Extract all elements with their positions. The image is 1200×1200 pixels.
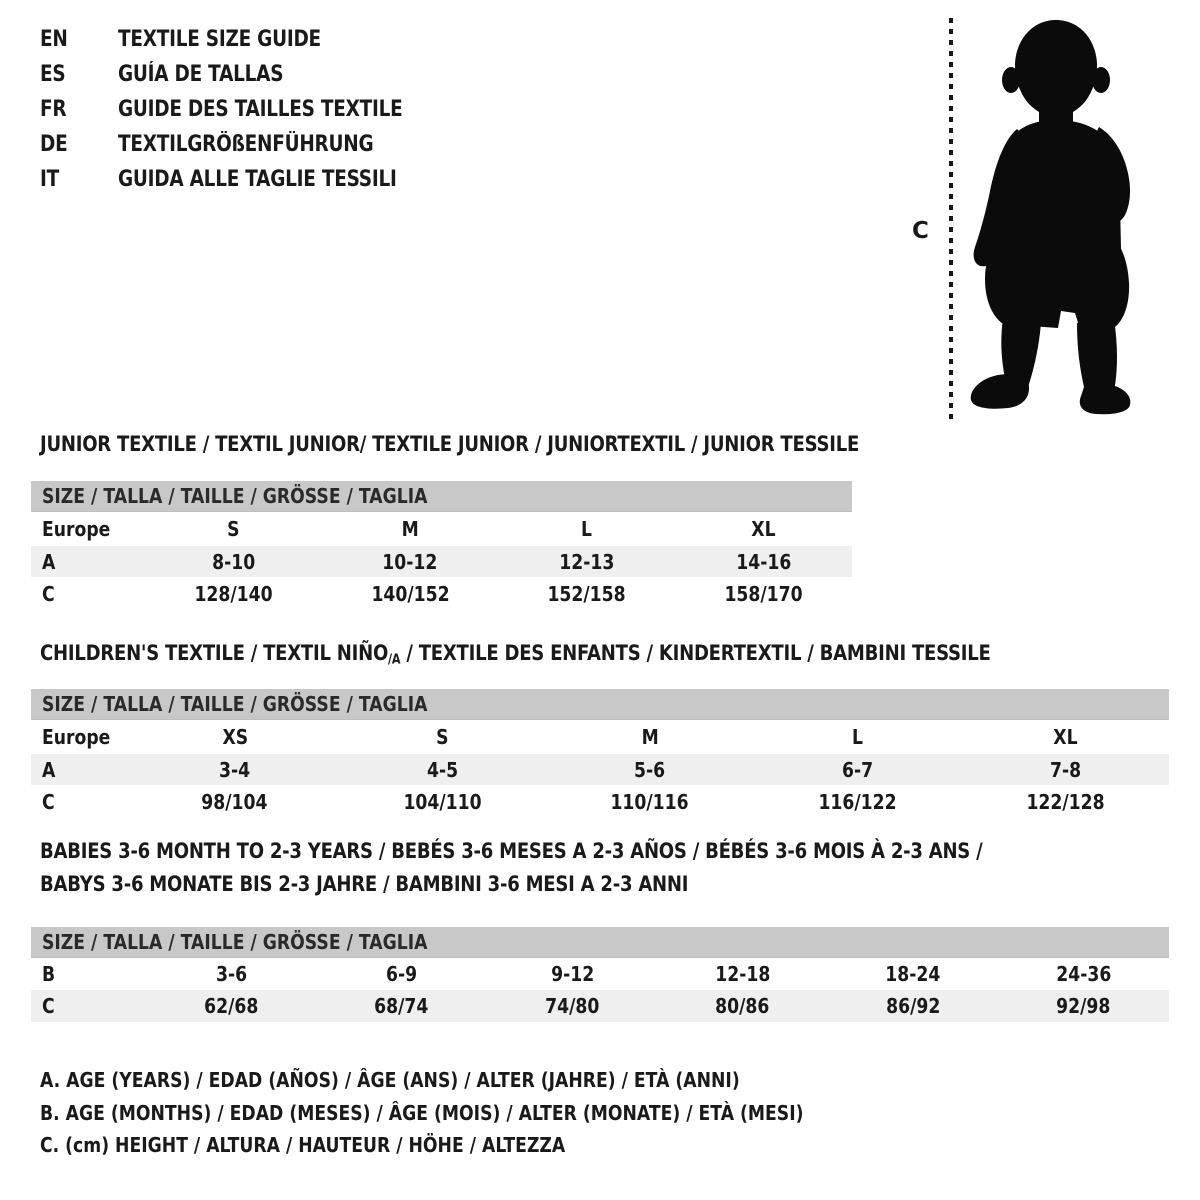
row-label-c: C	[42, 994, 55, 1018]
size-col-header: XS	[221, 725, 248, 749]
size-header-text: SIZE / TALLA / TAILLE / GRÖSSE / TAGLIA	[42, 930, 428, 954]
table-cell: 14-16	[736, 549, 792, 574]
table-cell: 110/116	[610, 789, 690, 814]
size-col-header: L	[852, 725, 864, 749]
table-cell: 3-6	[215, 962, 247, 986]
size-col-header: M	[641, 725, 659, 749]
children-heading-sub: /A	[388, 652, 401, 668]
table-row-height	[31, 990, 1169, 1022]
row-label-c: C	[42, 789, 55, 814]
size-col-header: XL	[751, 517, 776, 541]
guide-title-it: GUIDA ALLE TAGLIE TESSILI	[118, 167, 397, 192]
row-label-a: A	[42, 757, 56, 782]
table-cell: 4-5	[426, 757, 458, 782]
babies-heading-line2: BABYS 3-6 MONATE BIS 2-3 JAHRE / BAMBINI 3-6 MESI A 2-3 ANNI	[40, 872, 689, 897]
size-header-bar	[31, 927, 1169, 958]
row-label-europe: Europe	[42, 517, 111, 541]
children-size-table	[31, 689, 1169, 818]
size-header-bar	[31, 689, 1169, 720]
size-header-text: SIZE / TALLA / TAILLE / GRÖSSE / TAGLIA	[42, 484, 428, 508]
babies-size-table	[31, 927, 1169, 1022]
row-label-europe: Europe	[42, 725, 111, 749]
table-cell: 98/104	[201, 789, 268, 814]
language-row-it	[40, 162, 457, 197]
table-row-height	[31, 785, 1169, 818]
legend-line-a: A. AGE (YEARS) / EDAD (AÑOS) / ÂGE (ANS) / ALTER (JAHRE) / ETÀ (ANNI)	[40, 1068, 740, 1092]
table-cell: 6-7	[842, 757, 874, 782]
table-cell: 80/86	[715, 994, 770, 1018]
size-col-header: XL	[1053, 725, 1078, 749]
babies-heading-line1: BABIES 3-6 MONTH TO 2-3 YEARS / BEBÉS 3-6 MESES A 2-3 AÑOS / BÉBÉS 3-6 MOIS À 2-3 ANS /	[40, 839, 983, 864]
language-row-en	[40, 22, 457, 57]
table-cell: 18-24	[885, 962, 941, 986]
table-cell: 158/170	[724, 581, 803, 606]
size-col-header: S	[227, 517, 240, 541]
table-row-months	[31, 958, 1169, 990]
size-header-text: SIZE / TALLA / TAILLE / GRÖSSE / TAGLIA	[42, 692, 428, 716]
table-cell: 5-6	[634, 757, 666, 782]
children-section-heading	[40, 641, 1172, 667]
legend-line-b: B. AGE (MONTHS) / EDAD (MESES) / ÂGE (MOIS) / ALTER (MONATE) / ETÀ (MESI)	[40, 1100, 804, 1125]
language-code: IT	[40, 167, 59, 192]
height-figure	[900, 12, 1180, 427]
table-cell: 152/158	[547, 581, 626, 606]
table-cell: 7-8	[1049, 757, 1081, 782]
size-col-header: M	[401, 517, 419, 541]
table-cell: 74/80	[545, 994, 600, 1018]
table-cell: 128/140	[194, 581, 273, 606]
size-col-header: S	[436, 725, 449, 749]
guide-title-fr: GUIDE DES TAILLES TEXTILE	[118, 97, 403, 122]
table-row-age	[31, 754, 1169, 785]
table-cell: 62/68	[204, 994, 259, 1018]
guide-title-de: TEXTILGRÖßENFÜHRUNG	[118, 132, 374, 157]
height-dashed-line	[949, 18, 953, 419]
row-label-a: A	[42, 549, 56, 574]
table-cell: 12-13	[559, 549, 615, 574]
guide-title-en: TEXTILE SIZE GUIDE	[118, 27, 321, 52]
table-cell: 8-10	[211, 549, 255, 574]
language-title-block	[40, 22, 457, 197]
junior-size-table	[31, 481, 852, 610]
table-cell: 92/98	[1056, 994, 1111, 1018]
size-col-header: L	[581, 517, 593, 541]
row-label-c: C	[42, 581, 55, 606]
junior-section-heading	[40, 432, 1015, 457]
legend-line-c: C. (cm) HEIGHT / ALTURA / HAUTEUR / HÖHE / ALTEZZA	[40, 1133, 566, 1157]
language-row-es	[40, 57, 457, 92]
language-code: DE	[40, 132, 68, 157]
children-heading-text	[40, 641, 991, 667]
table-cell: 104/110	[403, 789, 482, 814]
table-cell: 9-12	[550, 962, 594, 986]
language-row-fr	[40, 92, 457, 127]
children-heading-rest: / TEXTILE DES ENFANTS / KINDERTEXTIL / BAMBINI TESSILE	[400, 641, 991, 666]
row-label-b: B	[42, 962, 56, 986]
guide-title-es: GUÍA DE TALLAS	[118, 62, 284, 87]
babies-section-heading	[40, 835, 1162, 901]
table-cell: 116/122	[818, 789, 897, 814]
table-cell: 10-12	[382, 549, 438, 574]
table-cell: 3-4	[219, 757, 251, 782]
table-cell: 140/152	[371, 581, 450, 606]
junior-heading-text: JUNIOR TEXTILE / TEXTIL JUNIOR/ TEXTILE JUNIOR / JUNIORTEXTIL / JUNIOR TESSILE	[40, 432, 860, 457]
table-row-height	[31, 577, 852, 610]
table-cell: 122/128	[1026, 789, 1105, 814]
legend-block	[40, 1064, 949, 1162]
table-cell: 12-18	[715, 962, 771, 986]
table-cell: 24-36	[1056, 962, 1112, 986]
children-heading-main: CHILDREN'S TEXTILE / TEXTIL NIÑO	[40, 641, 389, 666]
language-code: FR	[40, 97, 67, 122]
language-row-de	[40, 127, 457, 162]
language-code: ES	[40, 62, 66, 87]
table-cell: 6-9	[386, 962, 418, 986]
table-row-age	[31, 546, 852, 577]
table-cell: 86/92	[886, 994, 941, 1018]
toddler-silhouette-icon	[965, 16, 1145, 418]
table-row-region	[31, 720, 1169, 754]
size-header-bar	[31, 481, 852, 512]
table-cell: 68/74	[374, 994, 429, 1018]
height-measure-label: C	[912, 218, 929, 244]
language-code: EN	[40, 27, 68, 52]
table-row-region	[31, 512, 852, 546]
